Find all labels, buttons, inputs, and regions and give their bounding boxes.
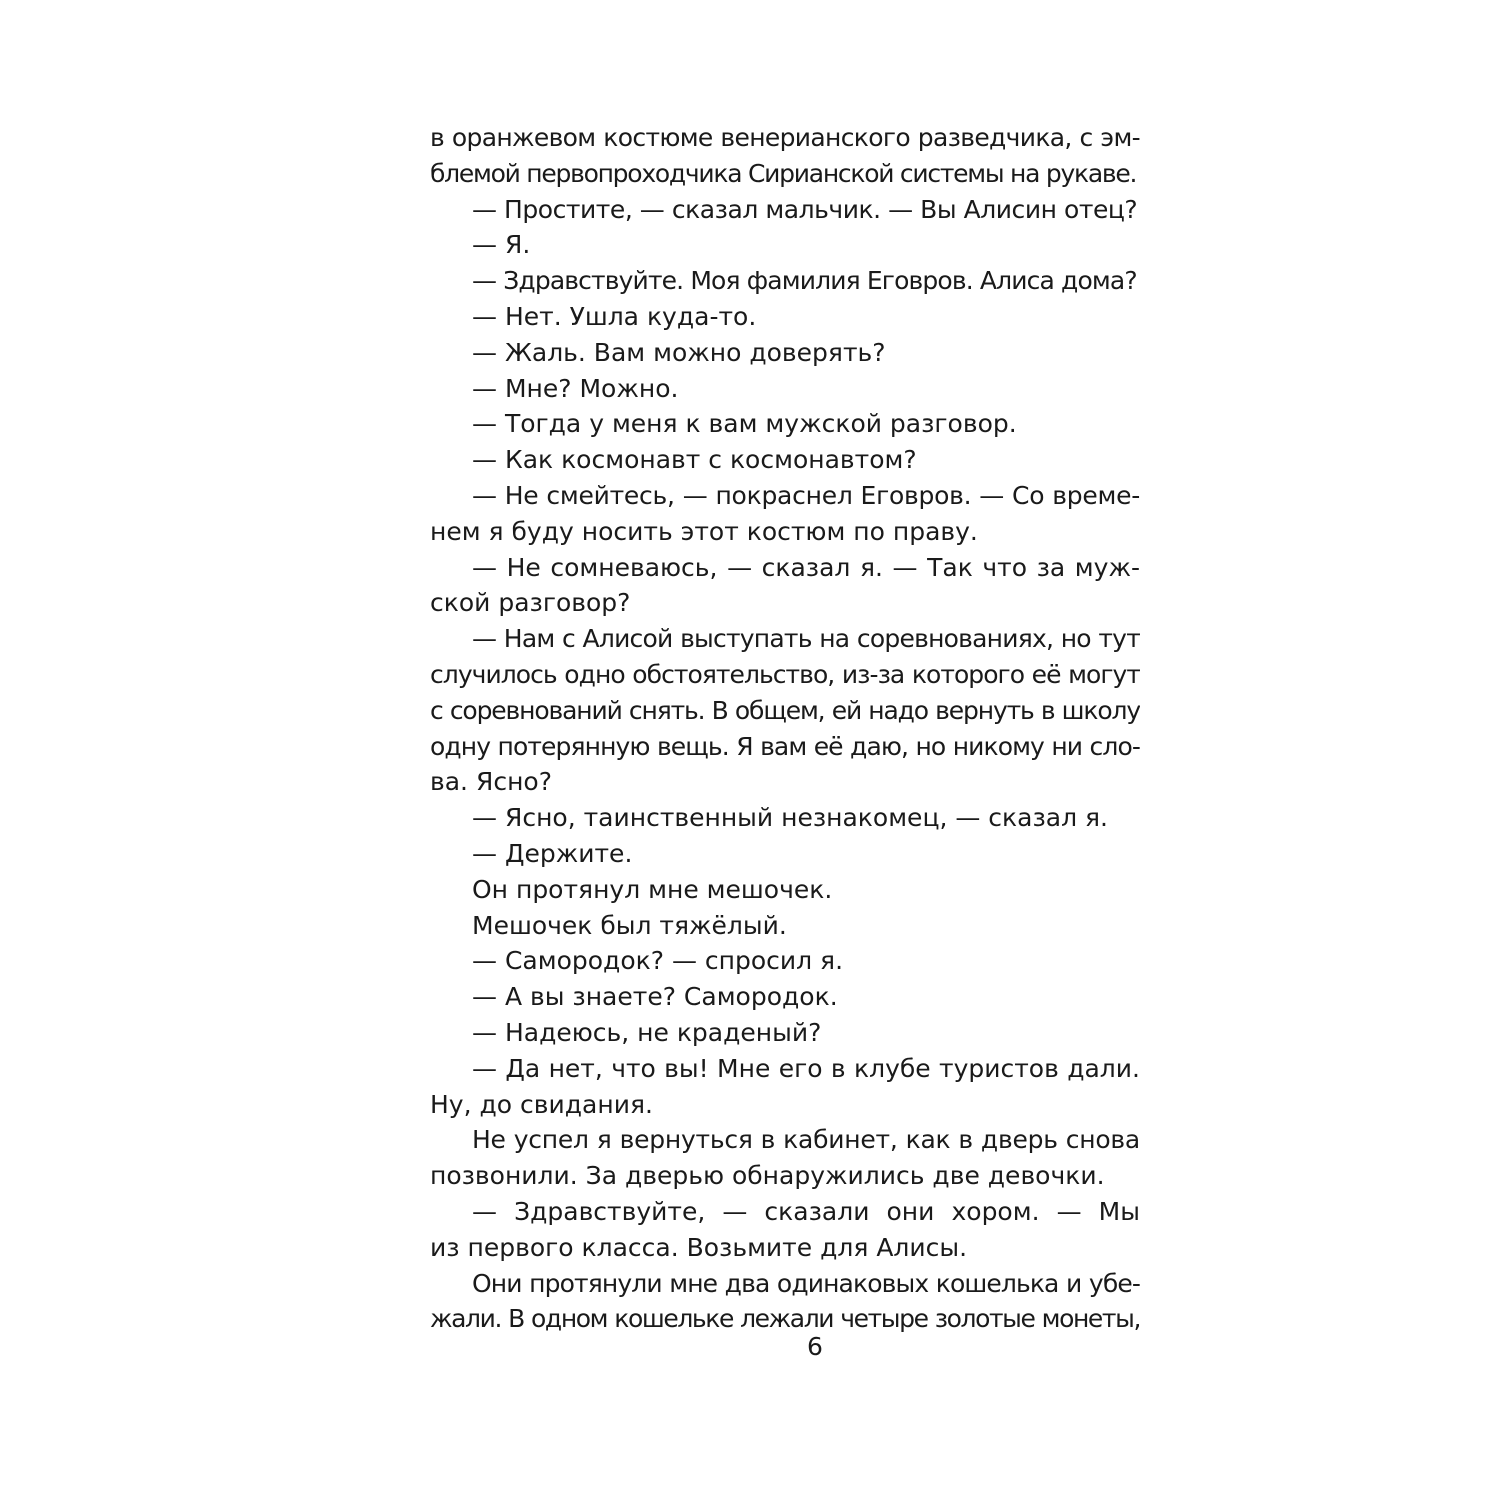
text-line: — Самородок? — спросил я. xyxy=(472,946,844,976)
text-line: ской разговор? xyxy=(430,588,631,618)
text-line: — Нам с Алисой выступать на соревнованиях, но тут xyxy=(472,624,1140,654)
text-line: — Не сомневаюсь, — сказал я. — Так что за муж- xyxy=(472,552,1140,582)
text-line: Ну, до свидания. xyxy=(430,1089,653,1119)
text-line: одну потерянную вещь. Я вам её даю, но никому ни сло- xyxy=(430,731,1140,761)
text-line: с соревнований снять. В общем, ей надо вернуть в школу xyxy=(430,695,1140,725)
text-line: — Жаль. Вам можно доверять? xyxy=(472,337,886,367)
text-line: — А вы знаете? Самородок. xyxy=(472,982,838,1012)
text-line: — Нет. Ушла куда-то. xyxy=(472,301,757,331)
text-line: Они протянули мне два одинаковых кошелька и убе- xyxy=(472,1268,1140,1298)
text-line: жали. В одном кошельке лежали четыре золотые монеты, xyxy=(430,1304,1140,1334)
text-line: Он протянул мне мешочек. xyxy=(472,874,833,904)
text-line: нем я буду носить этот костюм по праву. xyxy=(430,516,978,546)
text-line: — Я. xyxy=(472,230,531,260)
text-line: — Ясно, таинственный незнакомец, — сказал я. xyxy=(472,803,1108,833)
text-line: Не успел я вернуться в кабинет, как в дверь снова xyxy=(472,1125,1140,1155)
text-line: — Надеюсь, не краденый? xyxy=(472,1017,822,1047)
text-line: — Здравствуйте. Моя фамилия Еговров. Алиса дома? xyxy=(472,266,1137,296)
text-line: из первого класса. Возьмите для Алисы. xyxy=(430,1232,968,1262)
text-line: — Как космонавт с космонавтом? xyxy=(472,445,917,475)
text-line: — Держите. xyxy=(472,838,633,868)
text-line: — Простите, — сказал мальчик. — Вы Алисин отец? xyxy=(472,194,1138,224)
text-line: блемой первопроходчика Сирианской системы на рукаве. xyxy=(430,158,1137,188)
text-line: позвонили. За дверью обнаружились две девочки. xyxy=(430,1161,1105,1191)
text-line: ва. Ясно? xyxy=(430,767,552,797)
text-line: — Не смейтесь, — покраснел Еговров. — Со време- xyxy=(472,480,1140,510)
text-line: Мешочек был тяжёлый. xyxy=(472,910,787,940)
page-number: 6 xyxy=(807,1332,823,1361)
text-line: — Мне? Можно. xyxy=(472,373,679,403)
text-line: — Здравствуйте, — сказали они хором. — Мы xyxy=(472,1196,1140,1226)
text-line: в оранжевом костюме венерианского разведчика, с эм- xyxy=(430,123,1140,152)
text-line: — Тогда у меня к вам мужской разговор. xyxy=(472,409,1017,439)
text-line: — Да нет, что вы! Мне его в клубе туристов дали. xyxy=(472,1053,1140,1083)
page-footer xyxy=(430,0,1140,1500)
text-line: случилось одно обстоятельство, из-за которого её могут xyxy=(430,659,1140,689)
